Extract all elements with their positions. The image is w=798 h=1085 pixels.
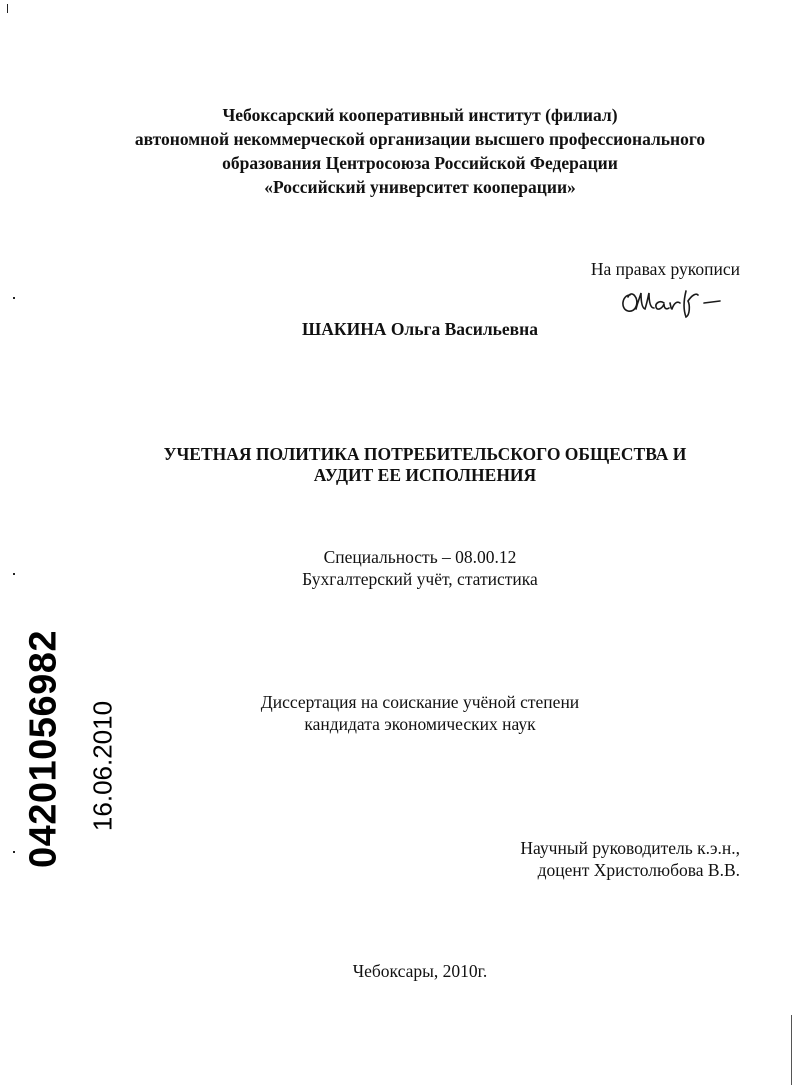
manuscript-note: На правах рукописи bbox=[590, 259, 740, 279]
title-line: АУДИТ ЕЕ ИСПОЛНЕНИЯ bbox=[313, 465, 537, 485]
institution-line: образования Центросоюза Российской Федерации bbox=[222, 153, 618, 173]
degree-line: кандидата экономических наук bbox=[304, 714, 536, 734]
city-year: Чебоксары, 2010г. bbox=[352, 961, 488, 981]
specialty-name: Бухгалтерский учёт, статистика bbox=[302, 569, 538, 589]
specialty-block bbox=[220, 546, 620, 590]
institution-header bbox=[60, 103, 780, 199]
library-stamp-date: 16.06.2010 bbox=[87, 700, 118, 832]
scan-mark-top bbox=[7, 4, 8, 13]
institution-line: автономной некоммерческой организации высшего профессионального bbox=[134, 129, 706, 149]
institution-line: Чебоксарский кооперативный институт (филиал) bbox=[222, 105, 618, 125]
author-name: ШАКИНА Ольга Васильевна bbox=[302, 319, 538, 339]
specialty-code: Специальность – 08.00.12 bbox=[323, 547, 517, 567]
scan-edge-line bbox=[791, 1015, 792, 1085]
dissertation-title bbox=[80, 444, 770, 486]
scan-mark-left-3 bbox=[13, 851, 15, 853]
supervisor-line: Научный руководитель к.э.н., bbox=[520, 838, 740, 858]
institution-line: «Российский университет кооперации» bbox=[264, 177, 576, 197]
supervisor-line: доцент Христолюбова В.В. bbox=[537, 860, 740, 880]
title-line: УЧЕТНАЯ ПОЛИТИКА ПОТРЕБИТЕЛЬСКОГО ОБЩЕСТВА И bbox=[163, 444, 687, 464]
signature-icon bbox=[616, 281, 726, 327]
library-stamp-number: 04201056982 bbox=[22, 630, 65, 868]
supervisor-block bbox=[440, 837, 740, 881]
scan-mark-left-1 bbox=[13, 297, 15, 299]
degree-block bbox=[180, 691, 660, 735]
scan-mark-left-2 bbox=[13, 573, 15, 575]
degree-line: Диссертация на соискание учёной степени bbox=[260, 692, 580, 712]
